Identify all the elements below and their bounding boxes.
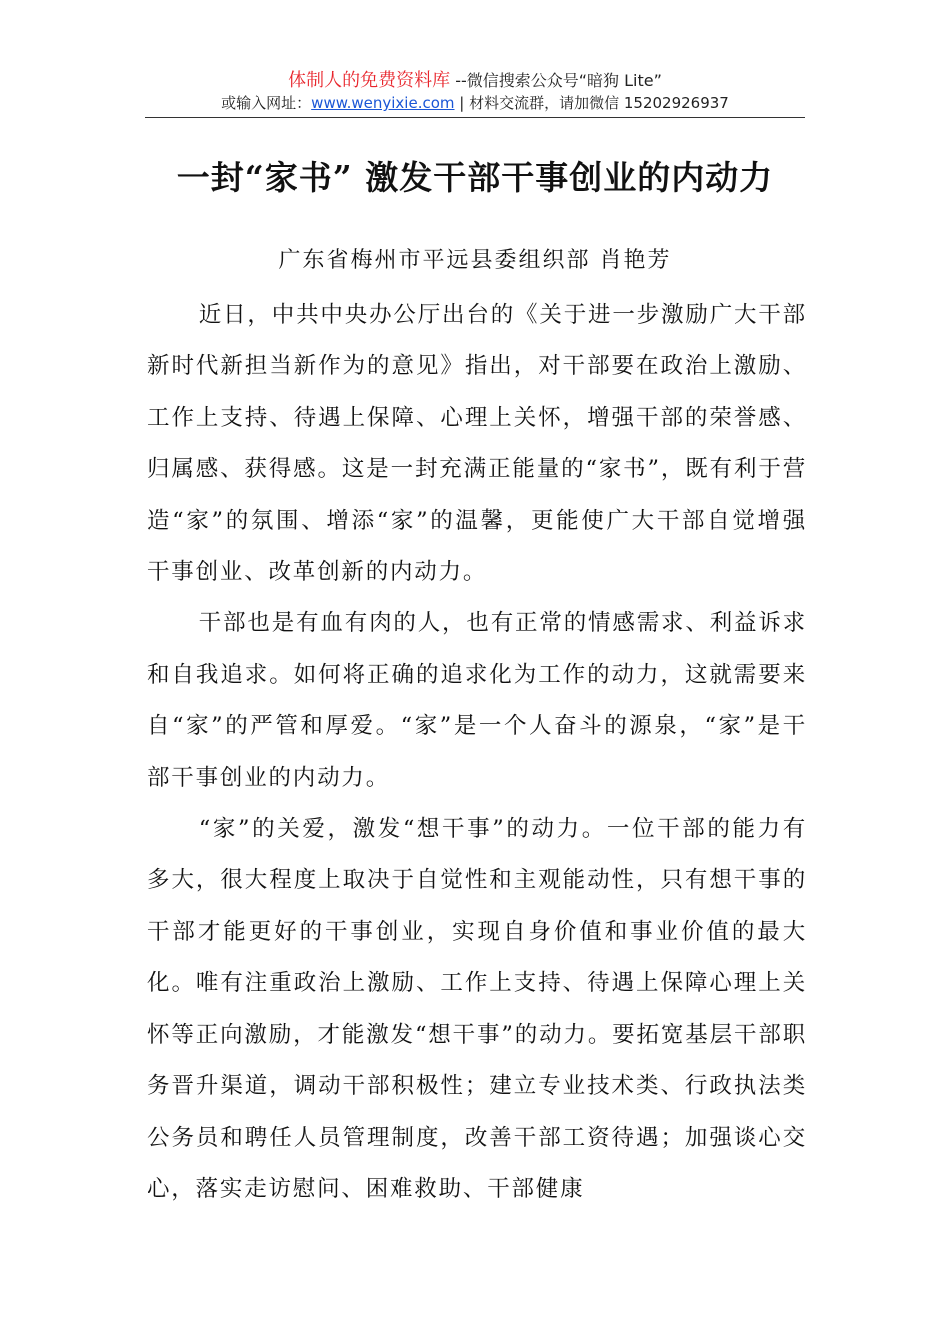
article-author: 广东省梅州市平远县委组织部 肖艳芳 (278, 248, 672, 273)
header-contact-line (145, 92, 805, 114)
article-paragraph: “家”的关爱，激发“想干事”的动力。一位干部的能力有多大，很大程度上取决于自觉性和主观能动性，只有想干事的干部才能更好的干事创业，实现自身价值和事业价值的最大化。唯有注重政治上激励、工作上支持、待遇上保障心理上关怀等正向激励，才能激发“想干事”的动力。要拓宽基层干部职务晋升渠道，调动干部积极性；建立专业技术类、行政执法类公务员和聘任人员管理制度，改善干部工资待遇；加强谈心交心，落实走访慰问、困难救助、干部健康 (147, 816, 807, 1202)
header-divider (145, 117, 805, 118)
article-paragraph: 近日，中共中央办公厅出台的《关于进一步激励广大干部新时代新担当新作为的意见》指出，对干部要在政治上激励、工作上支持、待遇上保障、心理上关怀，增强干部的荣誉感、归属感、获得感。这是一封充满正能量的“家书”，既有利于营造“家”的氛围、增添“家”的温馨，更能使广大干部自觉增强干事创业、改革创新的内动力。 (147, 302, 807, 586)
article-body (147, 290, 807, 1215)
header-website-link[interactable]: www.wenyixie.com (311, 94, 455, 112)
article-paragraph: 干部也是有血有肉的人，也有正常的情感需求、利益诉求和自我追求。如何将正确的追求化为工作的动力，这就需要来自“家”的严管和厚爱。“家”是一个人奋斗的源泉，“家”是干部干事创业的内动力。 (147, 610, 807, 791)
header-url-prefix: 或输入网址： (221, 94, 312, 112)
article-title: 一封“家书” 激发干部干事创业的内动力 (176, 158, 774, 197)
page-header (145, 70, 805, 114)
header-brand: 体制人的免费资料库 (288, 70, 451, 91)
header-group-text: 材料交流群，请加微信 15202926937 (469, 94, 729, 112)
header-promo-line (145, 70, 805, 92)
header-separator: | (454, 94, 470, 112)
header-wechat-text: --微信搜索公众号“暗狗 Lite” (450, 71, 662, 90)
